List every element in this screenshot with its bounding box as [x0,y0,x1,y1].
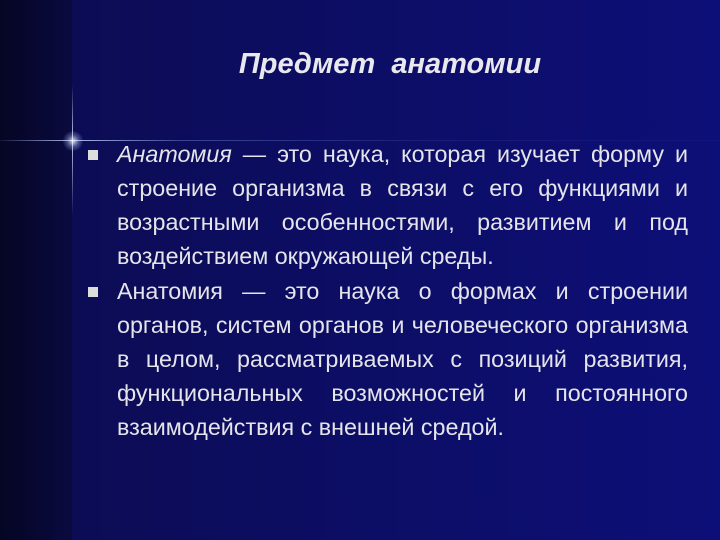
bullet-text [117,274,688,444]
left-band [0,0,72,540]
decorative-star-glow [63,131,83,151]
bullet-item [82,137,688,273]
bullet-list [82,137,688,444]
bullet-item [82,274,688,444]
slide-title: Предмет анатомии [238,48,542,80]
bullet-term: Анатомия [117,141,232,167]
bullet-body: — это наука, которая изучает форму и строение организма в связи с его функциями и возрастными особенностями, развитием и под воздействием окружающей среды. [117,141,688,269]
bullet-body: Анатомия — это наука о формах и строении органов, систем органов и человеческого организма в целом, рассматриваемых с позиций развития, функциональных возможностей и постоянного взаимодействия с внешней средой. [117,278,688,440]
bullet-square-icon [88,150,98,160]
bullet-text [117,137,688,273]
bullet-square-icon [88,287,98,297]
